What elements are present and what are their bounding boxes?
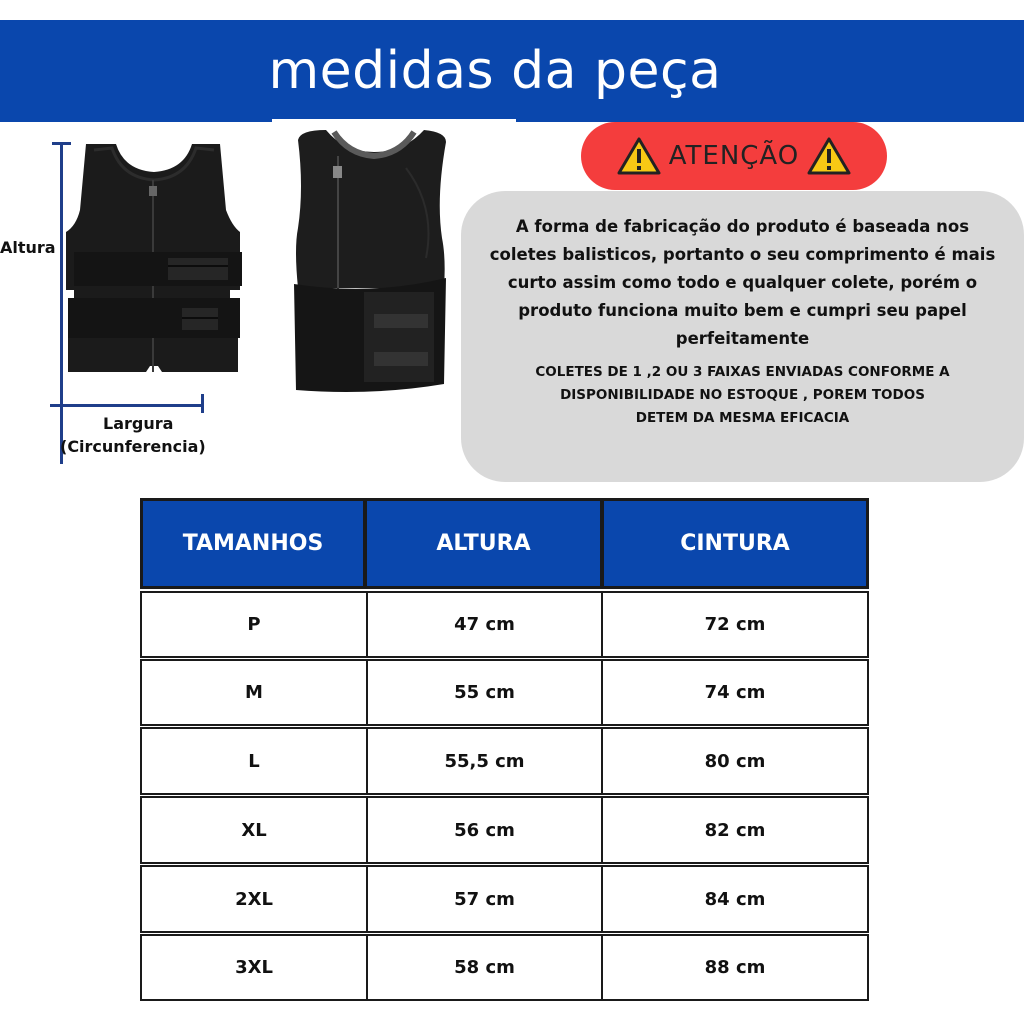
header-height: ALTURA: [364, 498, 603, 589]
height-cell: 56 cm: [366, 796, 603, 864]
note-line: DISPONIBILIDADE NO ESTOQUE , POREM TODOS: [560, 387, 925, 403]
size-cell: M: [140, 659, 368, 726]
vest-front-flat-image: [64, 140, 244, 380]
width-dimension-right-cap: [201, 394, 204, 413]
info-line: A forma de fabricação do produto é baseada nos: [515, 217, 970, 236]
waist-cell: 72 cm: [601, 591, 869, 658]
waist-cell: 84 cm: [601, 865, 869, 933]
height-cell: 58 cm: [366, 934, 603, 1001]
warning-triangle-icon: [807, 136, 851, 176]
width-dimension-line: [50, 404, 203, 407]
size-cell: L: [140, 727, 368, 795]
size-cell: XL: [140, 796, 368, 864]
height-cell: 47 cm: [366, 591, 603, 658]
info-line: produto funciona muito bem e cumpri seu papel: [518, 301, 967, 320]
info-note: [461, 361, 1024, 430]
header-waist: CINTURA: [601, 498, 869, 589]
title-banner: [0, 20, 1024, 122]
info-line: coletes balisticos, portanto o seu comprimento é mais: [489, 245, 996, 264]
warning-triangle-icon: [617, 136, 661, 176]
page-title: medidas da peça: [268, 41, 722, 101]
waist-cell: 74 cm: [601, 659, 869, 726]
header-sizes: TAMANHOS: [140, 498, 366, 589]
size-cell: P: [140, 591, 368, 658]
banner-divider: [272, 119, 516, 123]
height-cell: 57 cm: [366, 865, 603, 933]
size-cell: 3XL: [140, 934, 368, 1001]
warning-banner: [581, 122, 887, 190]
info-description: [461, 213, 1024, 353]
height-cell: 55,5 cm: [366, 727, 603, 795]
warning-label: ATENÇÃO: [668, 141, 800, 171]
info-line: perfeitamente: [675, 329, 810, 348]
note-line: COLETES DE 1 ,2 OU 3 FAIXAS ENVIADAS CONFORME A: [535, 364, 950, 380]
height-cell: 55 cm: [366, 659, 603, 726]
size-cell: 2XL: [140, 865, 368, 933]
info-line: curto assim como todo e qualquer colete, porém o: [507, 273, 978, 292]
width-label: Largura: [103, 414, 174, 433]
waist-cell: 80 cm: [601, 727, 869, 795]
note-line: DETEM DA MESMA EFICACIA: [635, 410, 850, 426]
info-panel: [461, 191, 1024, 482]
width-sublabel: (Circunferencia): [60, 437, 206, 456]
height-dimension-line: [60, 142, 63, 464]
waist-cell: 82 cm: [601, 796, 869, 864]
waist-cell: 88 cm: [601, 934, 869, 1001]
height-label: Altura: [0, 238, 56, 257]
vest-on-mannequin-image: [286, 128, 456, 398]
